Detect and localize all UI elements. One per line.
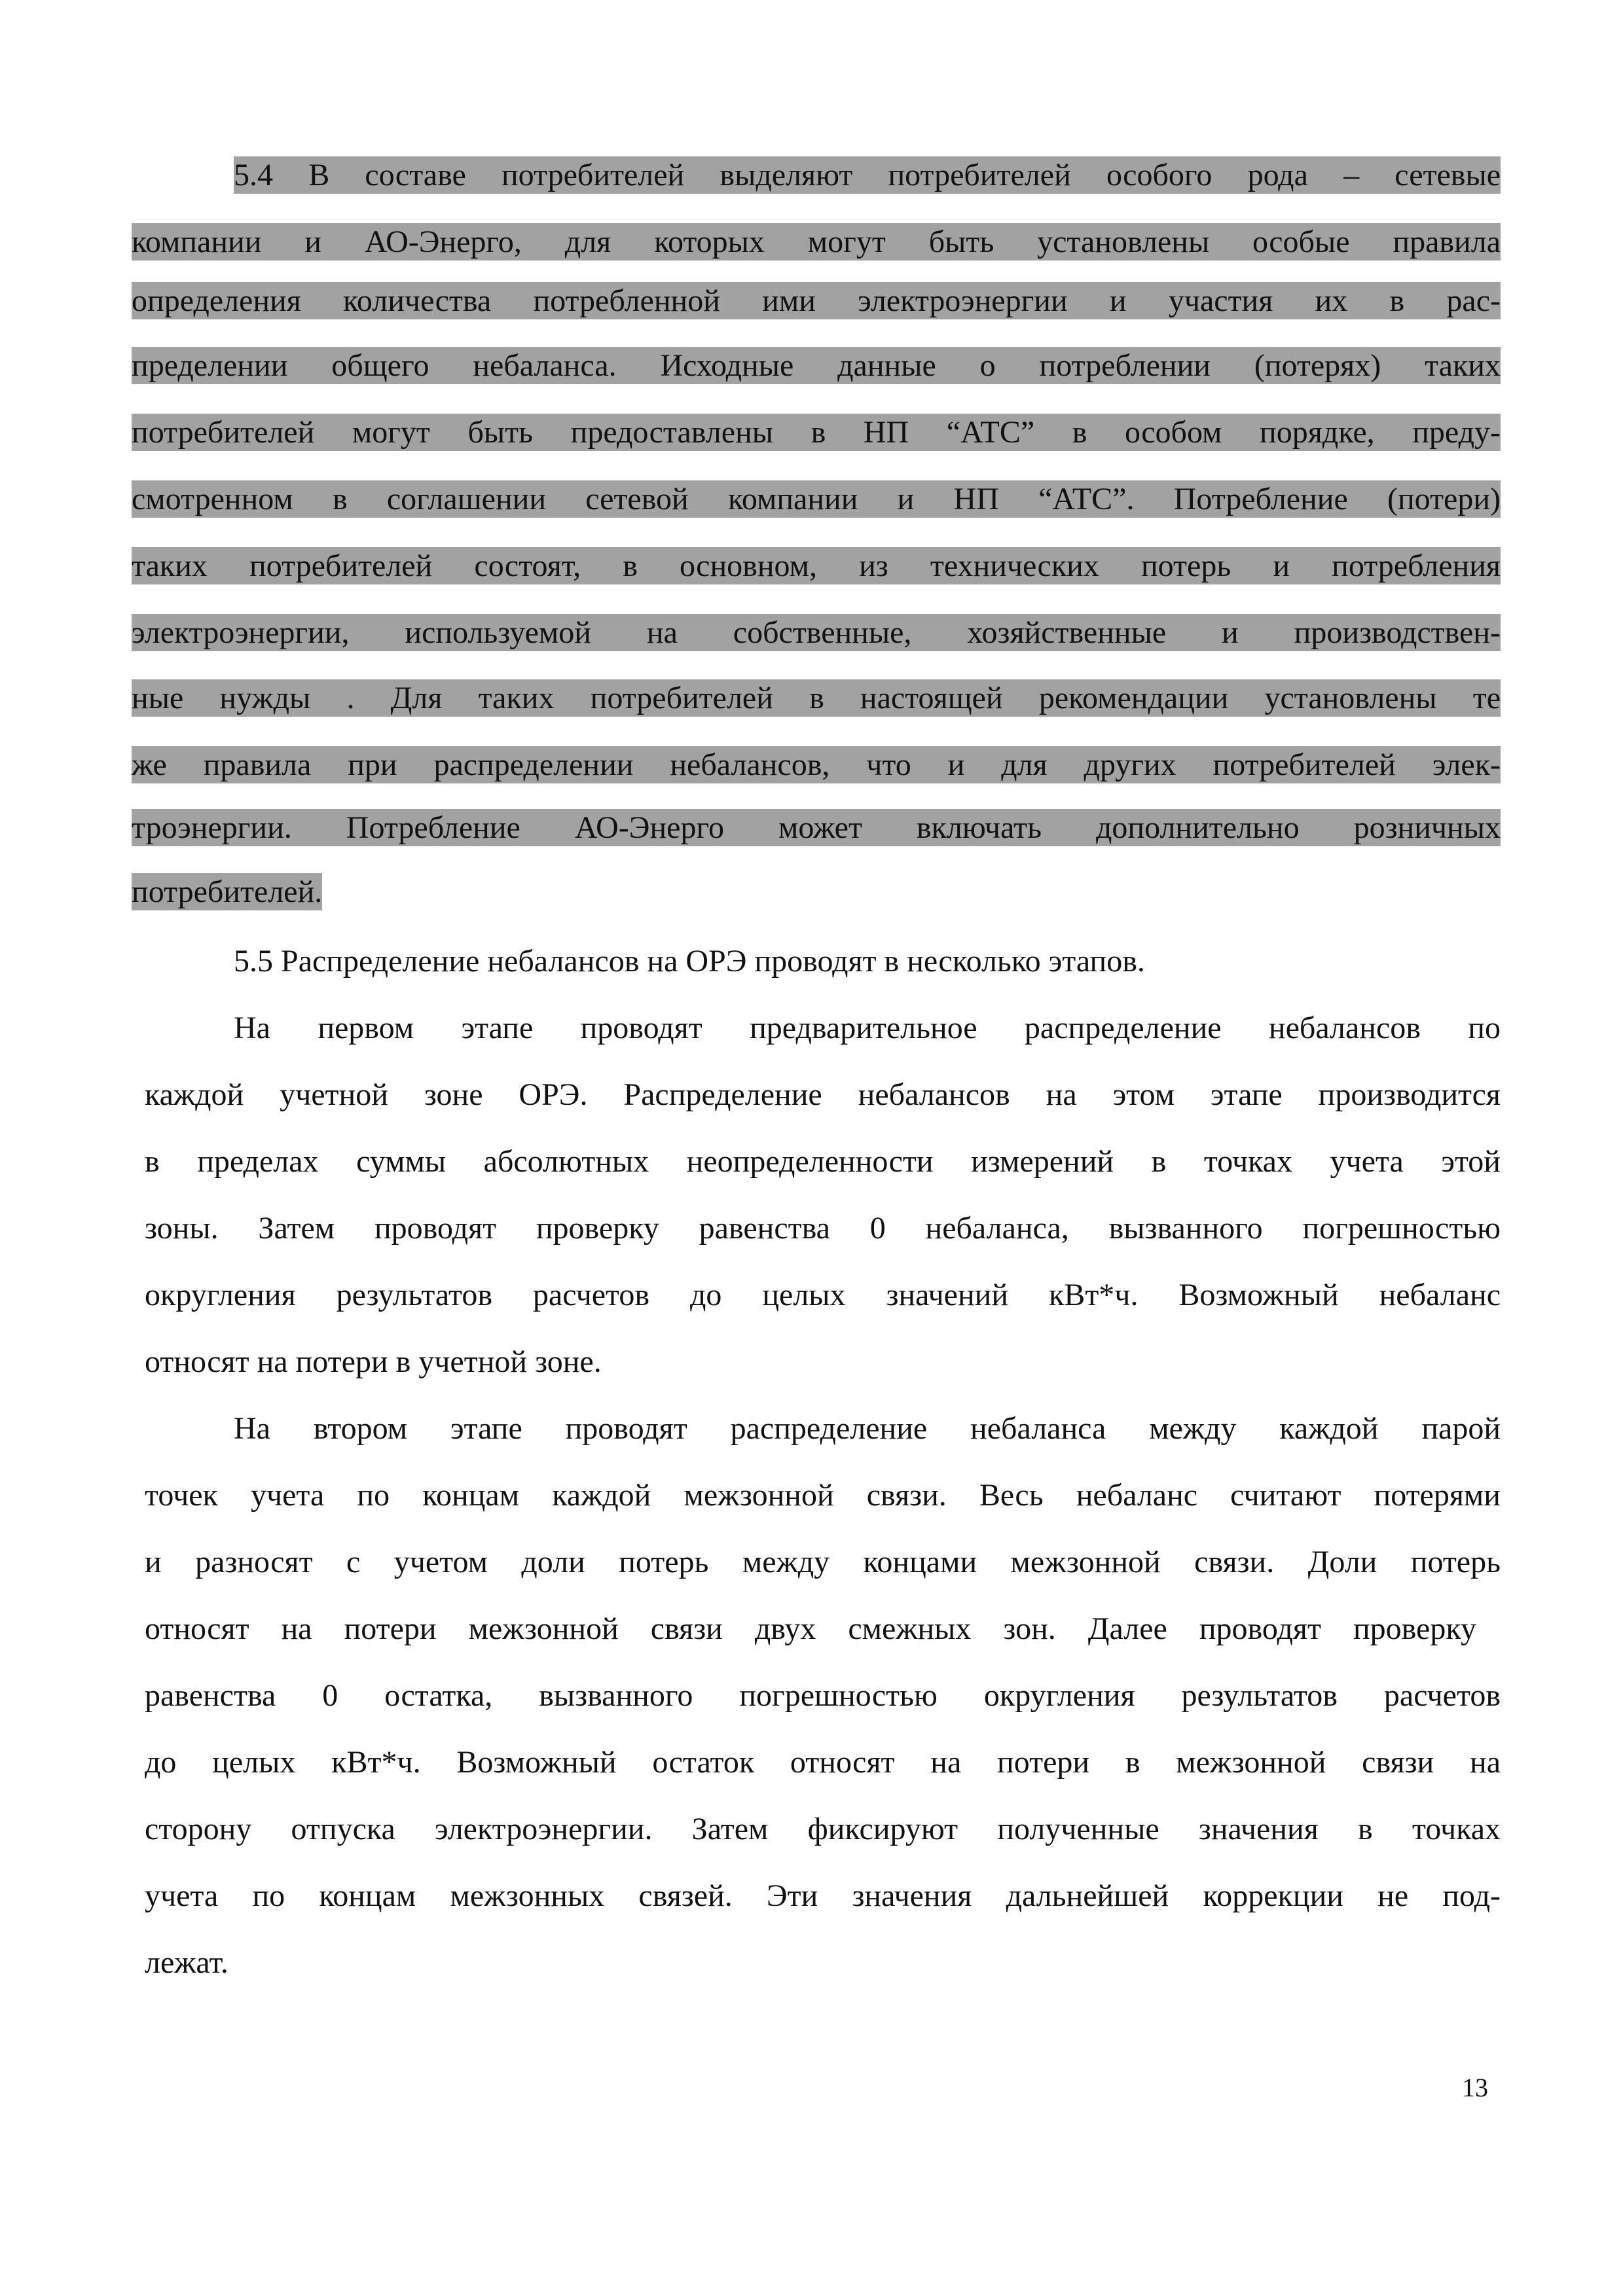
highlighted-text: троэнергии. Потребление АО-Энерго может включать дополнительно розничных bbox=[132, 810, 1501, 845]
text-line bbox=[132, 869, 322, 916]
text-line bbox=[132, 476, 1501, 523]
text-line bbox=[132, 742, 1501, 789]
text-line bbox=[132, 804, 1501, 852]
highlighted-text: смотренном в соглашении сетевой компании и НП “АТС”. Потребление (потери) bbox=[132, 482, 1501, 516]
highlighted-text: ные нужды . Для таких потребителей в настоящей рекомендации установлены те bbox=[132, 681, 1501, 715]
text-line: зоны. Затем проводят проверку равенства 0 небаланса, вызванного погрешностью bbox=[145, 1211, 1501, 1246]
text-line: 5.5 Распределение небалансов на ОРЭ проводят в несколько этапов. bbox=[234, 944, 1145, 978]
text-line bbox=[132, 543, 1501, 590]
text-line: лежат. bbox=[145, 1945, 228, 1980]
text-line: в пределах суммы абсолютных неопределенности измерений в точках учета этой bbox=[145, 1144, 1501, 1179]
text-line: относят на потери межзонной связи двух смежных зон. Далее проводят проверку bbox=[145, 1611, 1476, 1646]
highlighted-text: 5.4 В составе потребителей выделяют потребителей особого рода – сетевые bbox=[234, 158, 1501, 192]
text-line bbox=[132, 342, 1501, 389]
highlighted-text: потребителей. bbox=[132, 874, 323, 909]
text-line bbox=[132, 219, 1501, 266]
highlighted-text: же правила при распределении небалансов, что и для других потребителей элек- bbox=[132, 747, 1501, 782]
page-number: 13 bbox=[1462, 2073, 1488, 2102]
highlighted-text: электроэнергии, используемой на собственные, хозяйственные и производствен- bbox=[132, 615, 1501, 650]
text-line bbox=[132, 278, 1501, 325]
text-line: округления результатов расчетов до целых значений кВт*ч. Возможный небаланс bbox=[145, 1278, 1501, 1312]
text-line bbox=[132, 675, 1501, 722]
text-line bbox=[132, 609, 1501, 656]
text-line: до целых кВт*ч. Возможный остаток относят на потери в межзонной связи на bbox=[145, 1745, 1501, 1780]
text-line: равенства 0 остатка, вызванного погрешностью округления результатов расчетов bbox=[145, 1678, 1501, 1713]
highlighted-text: таких потребителей состоят, в основном, из технических потерь и потребления bbox=[132, 548, 1501, 583]
highlighted-text: потребителей могут быть предоставлены в НП “АТС” в особом порядке, преду- bbox=[132, 415, 1501, 450]
text-line: сторону отпуска электроэнергии. Затем фиксируют полученные значения в точках bbox=[145, 1812, 1501, 1846]
text-line: и разносят с учетом доли потерь между концами межзонной связи. Доли потерь bbox=[145, 1545, 1501, 1579]
text-line: На втором этапе проводят распределение небаланса между каждой парой bbox=[234, 1411, 1501, 1446]
text-line bbox=[234, 152, 1501, 199]
text-line: каждой учетной зоне ОРЭ. Распределение небалансов на этом этапе производится bbox=[145, 1077, 1501, 1112]
highlighted-text: компании и АО-Энерго, для которых могут быть установлены особые правила bbox=[132, 224, 1501, 259]
highlighted-text: определения количества потребленной ими электроэнергии и участия их в рас- bbox=[132, 283, 1501, 318]
text-line: точек учета по концам каждой межзонной связи. Весь небаланс считают потерями bbox=[145, 1478, 1501, 1513]
text-line: учета по концам межзонных связей. Эти значения дальнейшей коррекции не под- bbox=[145, 1878, 1501, 1913]
text-line: относят на потери в учетной зоне. bbox=[145, 1344, 602, 1379]
text-line: На первом этапе проводят предварительное распределение небалансов по bbox=[234, 1011, 1501, 1045]
text-line bbox=[132, 409, 1501, 456]
highlighted-text: пределении общего небаланса. Исходные данные о потреблении (потерях) таких bbox=[132, 348, 1501, 383]
